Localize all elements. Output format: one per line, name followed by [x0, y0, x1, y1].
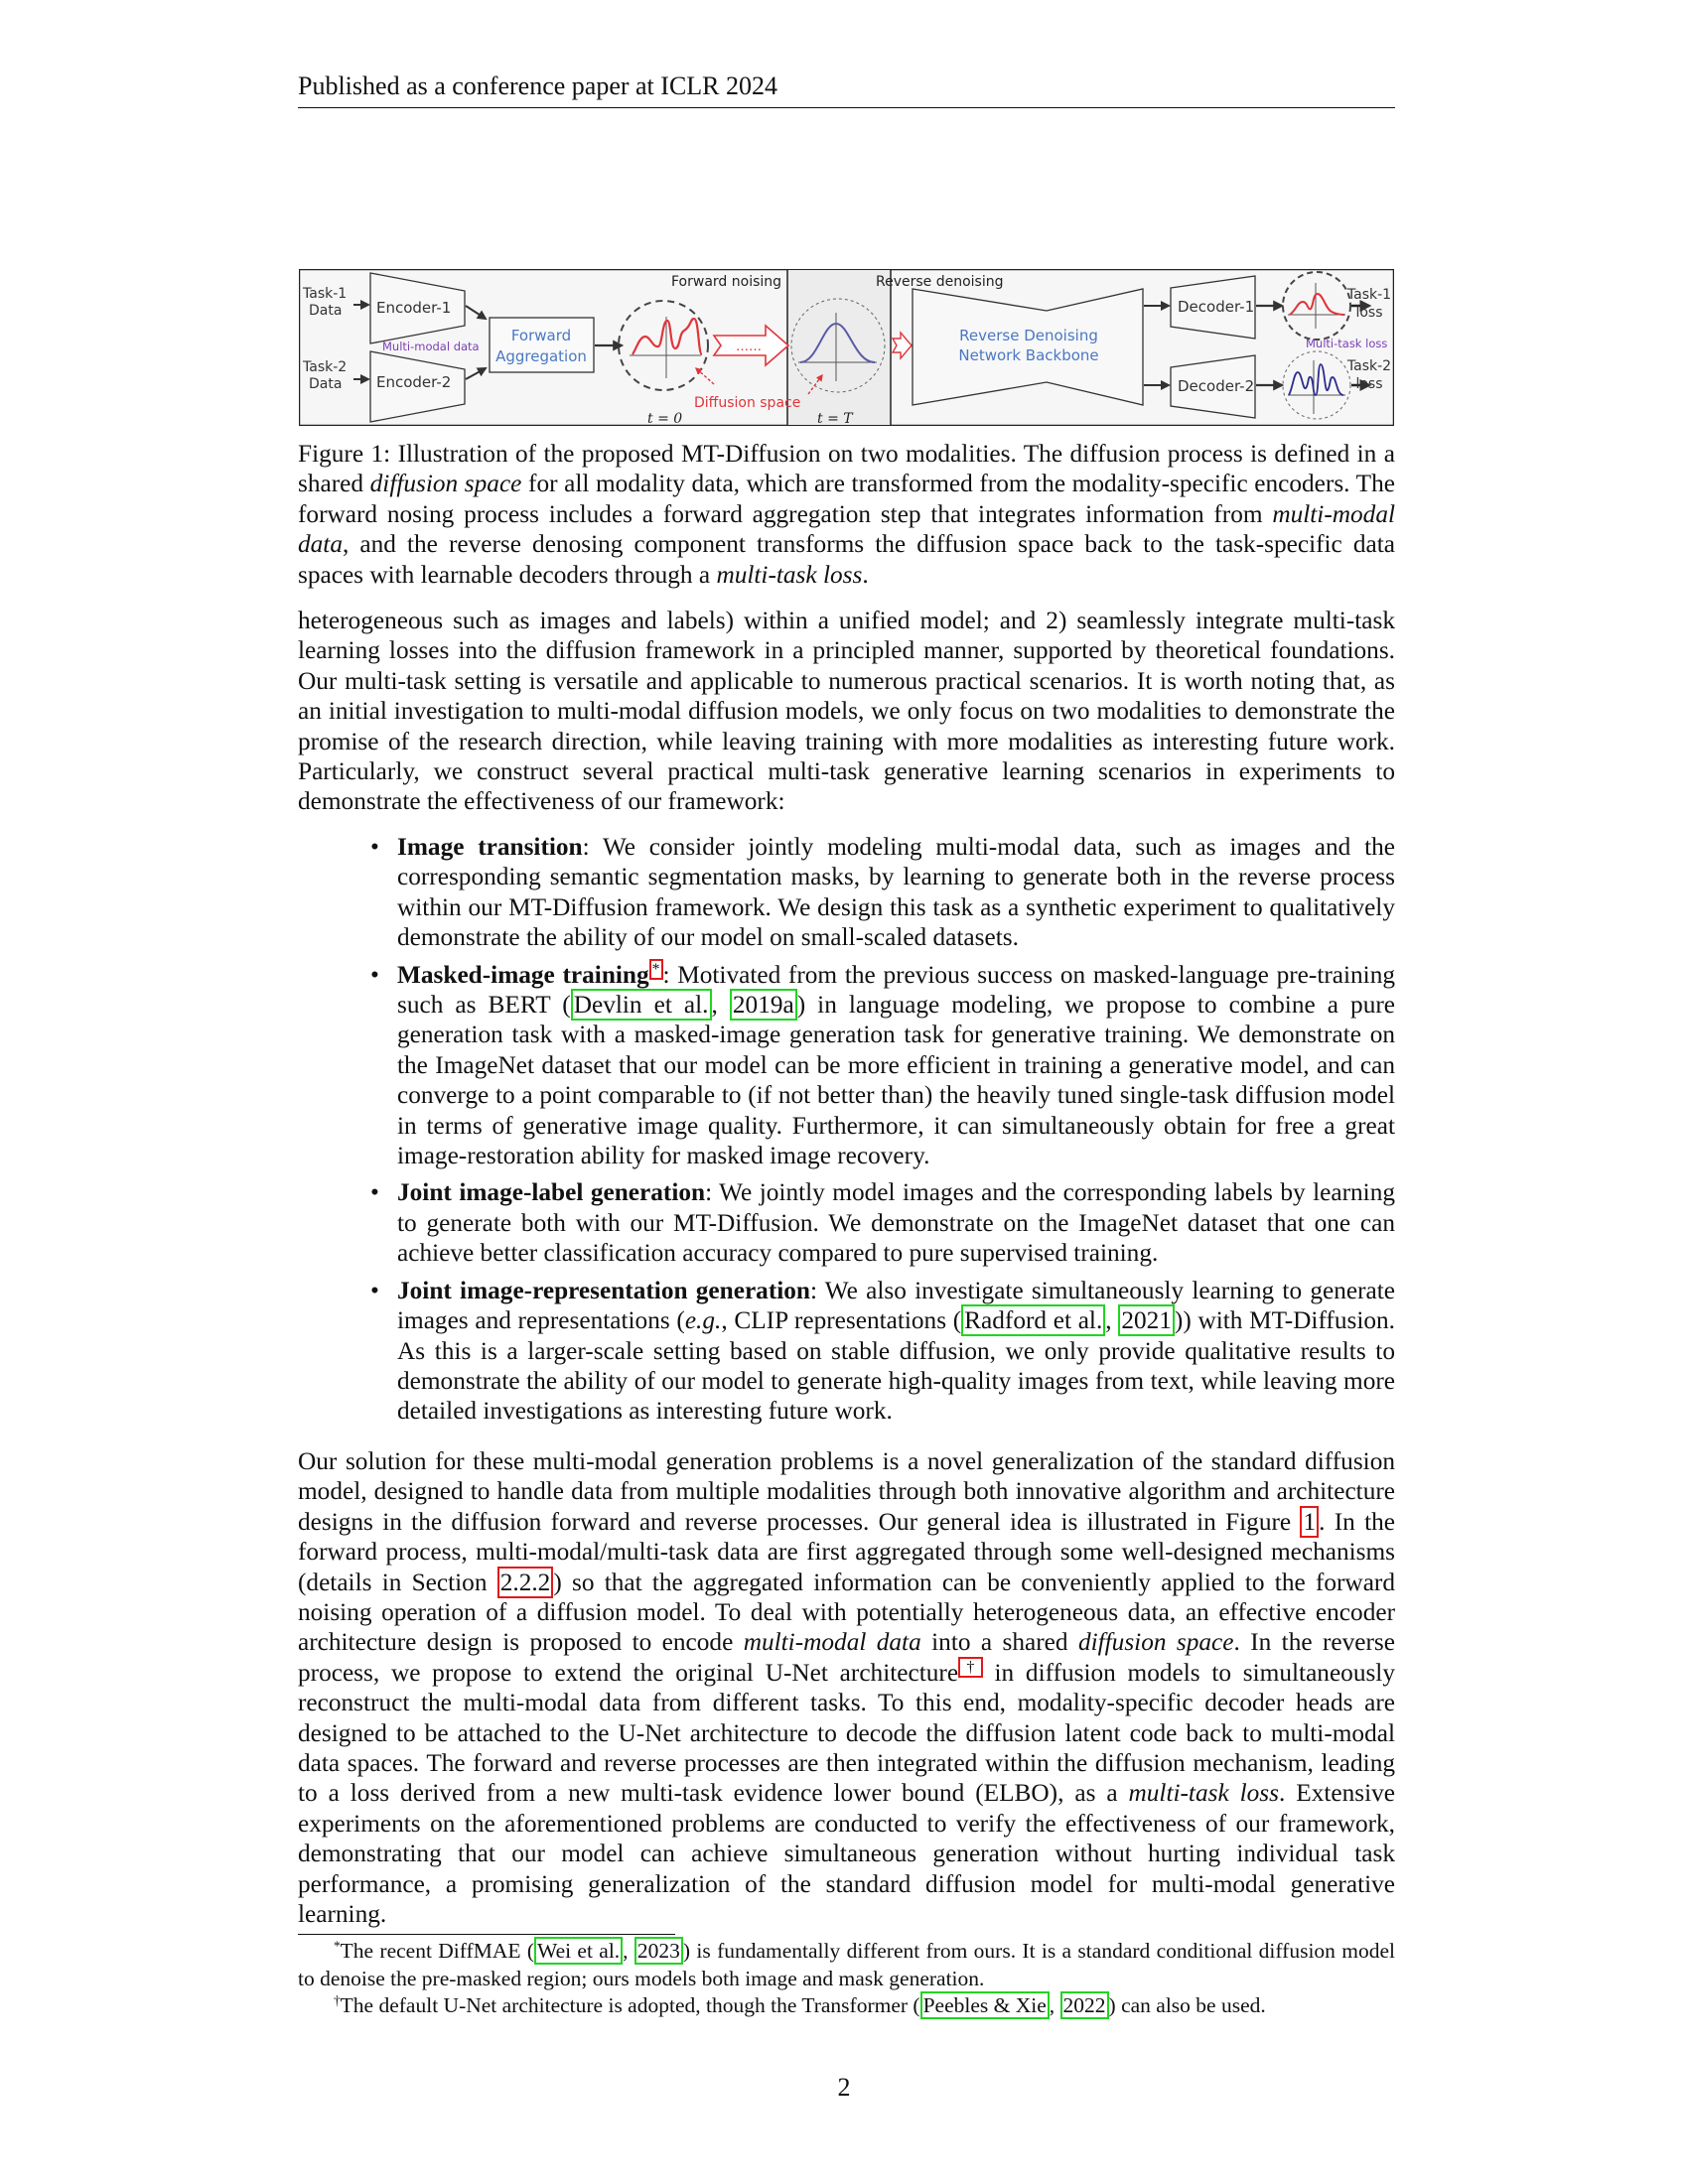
backbone-label-1: Reverse Denoising: [959, 327, 1098, 344]
page-number: 2: [837, 2073, 851, 2102]
citation-link-author[interactable]: Devlin et al.: [571, 989, 712, 1021]
list-item-image-transition: • Image transition: We consider jointly modeling multi-modal data, such as images and the corresponding semantic segmentation masks, by learning to generate both in the reverse process within our MT-Diffusion framework. We design this task as a synthetic experiment to qualitatively demonstrate the ability of our model on small-scaled datasets.: [370, 833, 1395, 952]
svg-text:loss: loss: [1355, 376, 1383, 392]
t-zero-label: t = 0: [647, 411, 683, 426]
reverse-denoising-label: Reverse denoising: [876, 274, 1004, 290]
section-ref-link[interactable]: 2.2.2: [497, 1567, 554, 1598]
footnote-link-dagger[interactable]: †: [958, 1657, 983, 1678]
bullet-icon: •: [370, 833, 379, 861]
list-item-joint-image-representation: • Joint image-representation generation: We also investigate simultaneously learning to generate images and representations (e.g., CLIP representations ( Radford et al. , 2021 )) with MT-Diffusion. As this is a larger-scale setting based on stable diffusion, we only provide qualitative results to demonstrate the ability of our model to generate high-quality images from text, while leaving more detailed investigations as interesting future work.: [370, 1276, 1395, 1426]
footnote-star: *The recent DiffMAE ( Wei et al. , 2023 ) is fundamentally different from ours. It is a standard conditional diffusion model to denoise the pre-masked region; ours models both image and mask generation.: [298, 1938, 1395, 1990]
diffusion-space-label: Diffusion space: [694, 395, 801, 411]
multitask-loss-label: Multi-task loss: [1306, 337, 1388, 350]
svg-text:Data: Data: [309, 303, 343, 319]
citation-link-author[interactable]: Wei et al.: [534, 1937, 623, 1965]
backbone-label-2: Network Backbone: [958, 346, 1099, 364]
intro-paragraph: heterogeneous such as images and labels) within a unified model; and 2) seamlessly integrate multi-task learning losses into the diffusion framework in a principled manner, supported by theoretical foundations. Our multi-task setting is versatile and applicable to numerous practical scenarios. It is worth noting that, as an initial investigation to multi-modal diffusion models, we only focus on two modalities to demonstrate the promise of the research direction, while leaving training with more modalities as interesting future work. Particularly, we construct several practical multi-task generative learning scenarios in experiments to demonstrate the effectiveness of our framework:: [298, 607, 1395, 816]
caption-label: Figure 1:: [298, 440, 391, 468]
footnote-dagger: †The default U-Net architecture is adopted, though the Transformer ( Peebles & Xie , 2022 ) can also be used.: [334, 1992, 1266, 2017]
multimodal-data-label: Multi-modal data: [382, 340, 480, 353]
citation-link-year[interactable]: 2021: [1118, 1304, 1175, 1336]
citation-link-year[interactable]: 2023: [634, 1937, 683, 1965]
bullet-icon: •: [370, 1178, 379, 1207]
svg-text:Aggregation: Aggregation: [495, 347, 587, 365]
footnotes: [298, 1938, 1395, 2020]
list-item-masked-image-training: • Masked-image training * : Motivated from the previous success on masked-language pre-training such as BERT ( Devlin et al. , 2019a ) in language modeling, we propose to combine a pure generation task with a masked-image generation task for generative training. We demonstrate on the ImageNet dataset that our model can be more efficient in training a generative model, and can converge to a point comparable to (if not better than) the heavily tuned single-task diffusion model in terms of generative image quality. Furthermore, it can simultaneously obtain for free a great image-restoration ability for masked image recovery.: [370, 960, 1395, 1170]
list-item-joint-image-label: • Joint image-label generation: We jointly model images and the corresponding labels by learning to generate both with our MT-Diffusion. We demonstrate on the ImageNet dataset that one can achieve better classification accuracy compared to pure supervised training.: [370, 1178, 1395, 1268]
solution-paragraph: Our solution for these multi-modal generation problems is a novel generalization of the standard diffusion model, designed to handle data from multiple modalities through both innovative algorithm and architecture designs in the diffusion forward and reverse processes. Our general idea is illustrated in Figure 1 . In the forward process, multi-modal/multi-task data are first aggregated through some well-designed mechanisms (details in Section 2.2.2 ) so that the aggregated information can be conveniently applied to the forward noising operation of a diffusion model. To deal with potentially heterogeneous data, an effective encoder architecture design is proposed to encode multi-modal data into a shared diffusion space. In the reverse process, we propose to extend the original U-Net architecture † in diffusion models to simultaneously reconstruct the multi-modal data from different tasks. To this end, modality-specific decoder heads are designed to be attached to the U-Net architecture to decode the diffusion latent code back to multi-modal data spaces. The forward and reverse processes are then integrated within the diffusion mechanism, leading to a loss derived from a new multi-task evidence lower bound (ELBO), as a multi-task loss. Extensive experiments on the aforementioned problems are conducted to verify the effectiveness of our framework, demonstrating that our model can achieve simultaneous generation without hurting individual task performance, a promising generalization of the standard diffusion model for multi-modal generative learning.: [298, 1447, 1395, 1929]
figure-1-diagram: [299, 269, 1394, 426]
svg-text:Data: Data: [309, 376, 343, 392]
encoder-2-label: Encoder-2: [376, 373, 452, 391]
bullet-icon: •: [370, 960, 379, 989]
encoder-1-label: Encoder-1: [376, 299, 452, 317]
citation-link-year[interactable]: 2019a: [730, 989, 797, 1021]
svg-text:Task-1: Task-1: [1346, 287, 1392, 303]
figure-ref-link[interactable]: 1: [1300, 1506, 1319, 1538]
svg-text:loss: loss: [1355, 305, 1383, 321]
citation-link-author[interactable]: Peebles & Xie: [920, 1991, 1050, 2019]
svg-text:Forward: Forward: [510, 327, 572, 344]
running-header: Published as a conference paper at ICLR 2024: [298, 69, 1395, 108]
figure-1-caption: Figure 1: Illustration of the proposed MT-Diffusion on two modalities. The diffusion process is defined in a shared diffusion space for all modality data, which are transformed from the modality-specific encoders. The forward nosing process includes a forward aggregation step that integrates information from multi-modal data, and the reverse denosing component transforms the diffusion space back to the task-specific data spaces with learnable decoders through a multi-task loss.: [298, 440, 1395, 589]
bullet-icon: •: [370, 1276, 379, 1304]
footnote-divider: [298, 1934, 675, 1935]
svg-text:……: ……: [736, 340, 762, 354]
t-T-label: t = T: [817, 411, 853, 426]
citation-link-year[interactable]: 2022: [1060, 1991, 1109, 2019]
footnote-link-star[interactable]: *: [649, 959, 663, 980]
svg-text:Task-1: Task-1: [303, 286, 348, 302]
svg-text:Task-2: Task-2: [303, 359, 348, 375]
decoder-2-label: Decoder-2: [1178, 377, 1255, 395]
svg-text:Task-2: Task-2: [1346, 358, 1392, 374]
forward-noising-label: Forward noising: [671, 274, 782, 290]
decoder-1-label: Decoder-1: [1178, 298, 1255, 316]
scenario-list: [298, 832, 1395, 1433]
citation-link-author[interactable]: Radford et al.: [961, 1304, 1105, 1336]
